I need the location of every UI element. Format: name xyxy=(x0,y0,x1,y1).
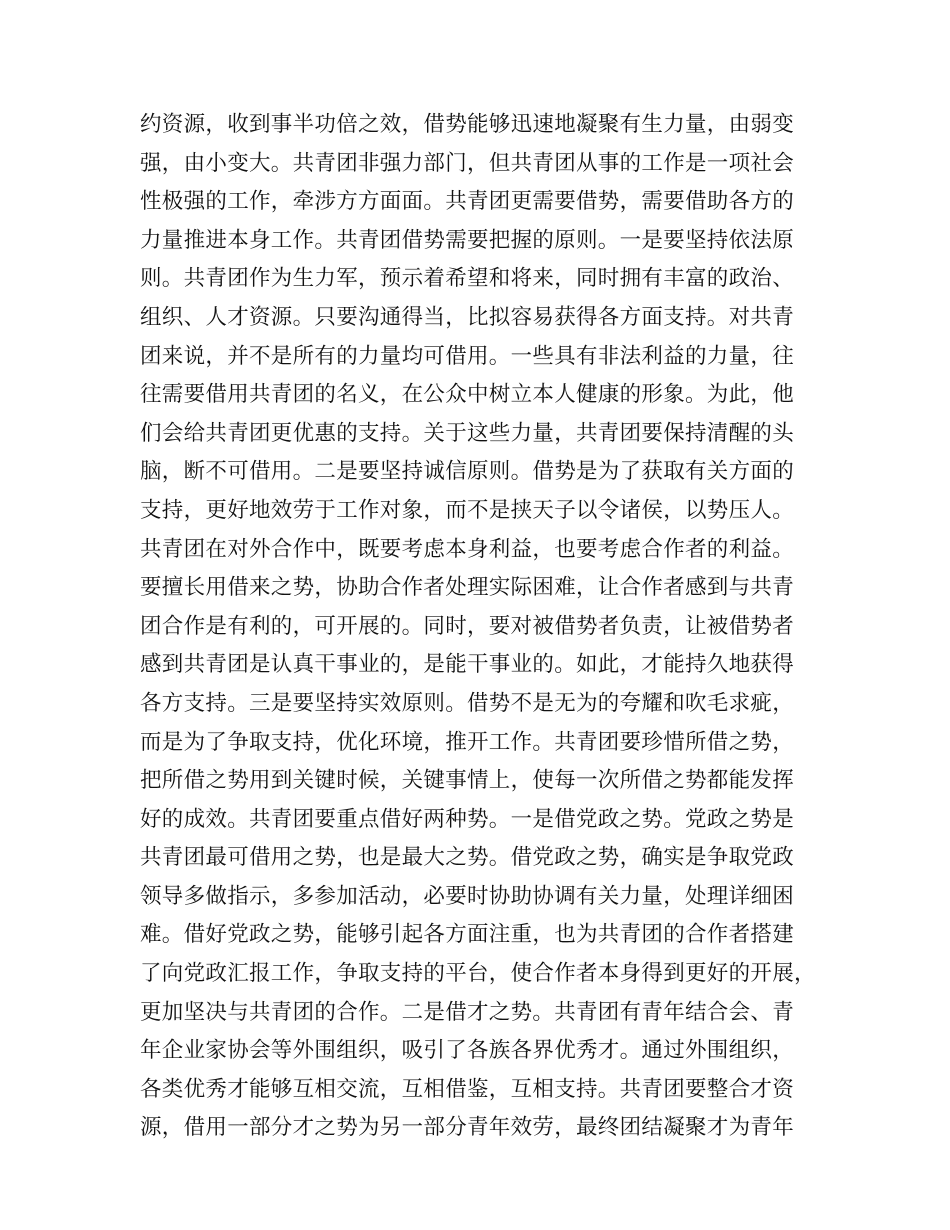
text-line-9: 们会给共青团更优惠的支持。关于这些力量，共青团要保持清醒的头 xyxy=(140,420,795,446)
text-line-11: 支持，更好地效劳于工作对象，而不是挟天子以令诸侯，以势压人。 xyxy=(140,497,795,523)
text-line-15: 感到共青团是认真干事业的，是能干事业的。如此，才能持久地获得 xyxy=(140,652,795,678)
text-line-20: 共青团最可借用之势，也是最大之势。借党政之势，确实是争取党政 xyxy=(140,845,795,871)
text-line-21: 领导多做指示，多参加活动，必要时协助协调有关力量，处理详细困 xyxy=(140,883,795,909)
text-line-25: 年企业家协会等外围组织，吸引了各族各界优秀才。通过外围组织， xyxy=(140,1038,795,1064)
text-line-1: 约资源，收到事半功倍之效，借势能够迅速地凝聚有生力量，由弱变 xyxy=(140,112,795,137)
body-text xyxy=(140,106,830,1148)
text-line-12: 共青团在对外合作中，既要考虑本身利益，也要考虑合作者的利益。 xyxy=(140,536,795,562)
text-line-3: 性极强的工作，牵涉方方面面。共青团更需要借势，需要借助各方的 xyxy=(140,189,795,215)
text-line-24: 更加坚决与共青团的合作。二是借才之势。共青团有青年结合会、青 xyxy=(140,999,795,1025)
text-line-14: 团合作是有利的，可开展的。同时，要对被借势者负责，让被借势者 xyxy=(140,613,795,639)
text-line-7: 团来说，并不是所有的力量均可借用。一些具有非法利益的力量，往 xyxy=(140,343,795,369)
text-line-4: 力量推进本身工作。共青团借势需要把握的原则。一是要坚持依法原 xyxy=(140,227,795,253)
text-line-23: 了向党政汇报工作，争取支持的平台，使合作者本身得到更好的开展， xyxy=(140,961,816,987)
text-line-13: 要擅长用借来之势，协助合作者处理实际困难，让合作者感到与共青 xyxy=(140,575,795,601)
text-line-19: 好的成效。共青团要重点借好两种势。一是借党政之势。党政之势是 xyxy=(140,806,795,832)
text-line-10: 脑，断不可借用。二是要坚持诚信原则。借势是为了获取有关方面的 xyxy=(140,459,795,485)
text-line-27: 源，借用一部分才之势为另一部分青年效劳，最终团结凝聚才为青年 xyxy=(140,1115,795,1141)
text-line-6: 组织、人才资源。只要沟通得当，比拟容易获得各方面支持。对共青 xyxy=(140,304,795,330)
text-line-22: 难。借好党政之势，能够引起各方面注重，也为共青团的合作者搭建 xyxy=(140,922,795,948)
text-line-16: 各方支持。三是要坚持实效原则。借势不是无为的夸耀和吹毛求疵， xyxy=(140,690,795,716)
text-line-26: 各类优秀才能够互相交流，互相借鉴，互相支持。共青团要整合才资 xyxy=(140,1076,795,1102)
text-line-5: 则。共青团作为生力军，预示着希望和将来，同时拥有丰富的政治、 xyxy=(140,266,795,292)
text-line-8: 往需要借用共青团的名义，在公众中树立本人健康的形象。为此，他 xyxy=(140,382,795,408)
text-line-17: 而是为了争取支持，优化环境，推开工作。共青团要珍惜所借之势， xyxy=(140,729,795,755)
text-line-18: 把所借之势用到关键时候，关键事情上，使每一次所借之势都能发挥 xyxy=(140,768,795,794)
text-line-2: 强，由小变大。共青团非强力部门，但共青团从事的工作是一项社会 xyxy=(140,150,795,176)
